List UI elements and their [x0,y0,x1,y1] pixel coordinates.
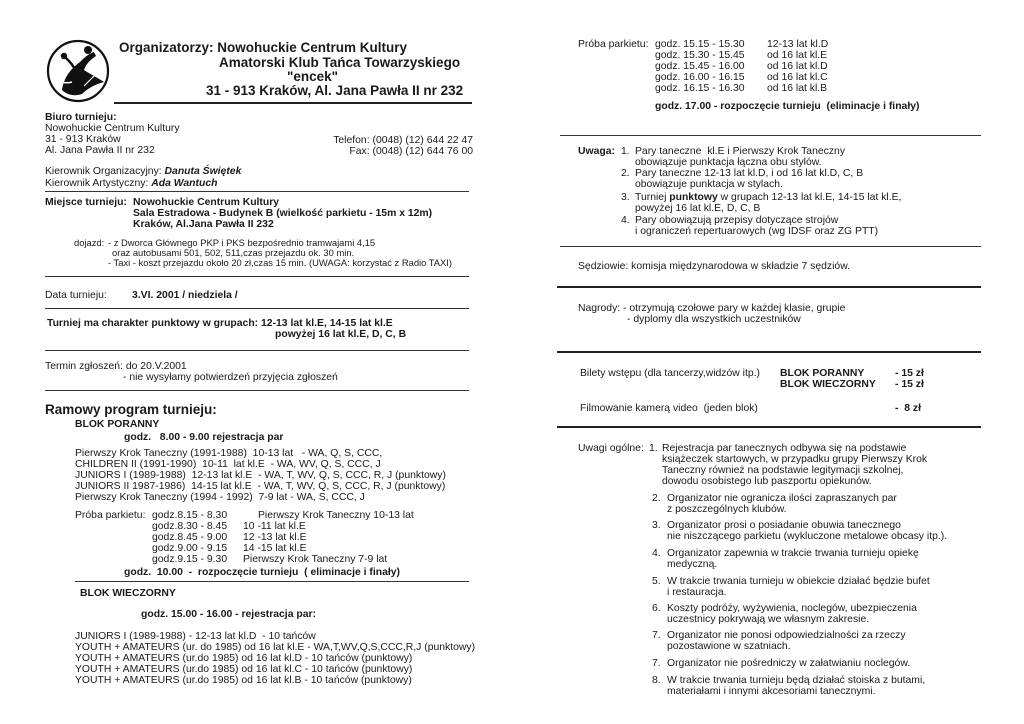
note-line: Pary obowiązują przepisy dotyczące strojów [635,215,839,226]
general-line: pozostawione w szatniach. [667,641,791,652]
general-line: Koszty podróży, wyżywienia, noclegów, ubezpieczenia [667,603,917,614]
morning-trial-time: godz.9.15 - 9.30 [152,554,228,565]
dancing-couple-logo [44,38,116,104]
organizers-line-3: "encek" [287,69,339,84]
note-line: obowiązuje punktacja w stylach. [635,179,783,190]
evening-group: YOUTH + AMATEURS (ur.do 1985) od 16 lat kl.D - 10 tańców (punktowy) [75,653,413,664]
org-manager-name: Danuta Świętek [164,166,242,177]
points-line-2: powyżej 16 lat kl.E, D, C, B [275,329,407,340]
evening-group: JUNIORS I (1989-1988) - 12-13 lat kl.D - 10 tańców [75,631,316,642]
deadline-line-2: - nie wysyłamy potwierdzeń przyjęcia zgłoszeń [123,372,338,383]
evening-trial-time: godz. 15.45 - 16.00 [655,61,745,72]
general-num: 1. [649,443,658,454]
general-line: książeczek startowych, w przypadku grupy Pierwszy Krok [662,454,928,465]
video-price: - 8 zł [895,403,921,414]
divider [45,390,469,391]
divider [557,351,981,353]
note-line: Pary taneczne 12-13 lat kl.D, i od 16 lat kl.D, C, B [635,168,864,179]
general-line: Organizator nie ogranicza ilości zapraszanych par [667,493,897,504]
office-line: Al. Jana Pawła II nr 232 [45,145,155,156]
general-line: nie niszczącego parkietu (wykluczone metalowe obcasy itp.). [667,531,948,542]
general-line: dowodu osobistego lub paszportu opiekunów. [662,476,872,487]
divider [45,276,469,277]
evening-trial-label: Próba parkietu: [578,39,649,50]
general-num: 8. [652,675,661,686]
venue-line-2: Sala Estradowa - Budynek B (wielkość parkietu - 15m x 12m) [133,208,433,219]
general-num: 6. [652,603,661,614]
general-num: 7. [652,658,661,669]
venue-label: Miejsce turnieju: [45,197,127,208]
divider [560,135,981,136]
general-line: W trakcie trwania turnieju będą działać stoiska z butami, [667,675,926,686]
note-num: 1. [621,146,630,157]
evening-registration: godz. 15.00 - 16.00 - rejestracja par: [141,609,316,620]
notes-label: Uwaga: [578,146,615,157]
date-value: 3.VI. 2001 / niedziela / [132,290,238,301]
morning-title: BLOK PORANNY [75,419,160,430]
organizers-line-4: 31 - 913 Kraków, Al. Jana Pawła II nr 232 [206,83,464,98]
general-num: 4. [652,548,661,559]
morning-trial-desc: 12 -13 lat kl.E [243,532,307,543]
morning-start: godz. 10.00 - rozpoczęcie turnieju ( eliminacje i finały) [124,567,400,578]
general-label: Uwagi ogólne: [578,443,644,454]
general-line: uczestnicy pokrywają we własnym zakresie. [667,614,870,625]
tickets-label: Bilety wstępu (dla tancerzy,widzów itp.) [580,368,760,379]
morning-group: Pierwszy Krok Taneczny (1994 - 1992) 7-9 lat - WA, S, CCC, J [75,492,365,503]
video-label: Filmowanie kamerą video (jeden blok) [580,403,758,414]
evening-group: YOUTH + AMATEURS (ur.do 1985) od 16 lat kl.B - 10 tańców (punktowy) [75,675,412,686]
dojazd-line-1: - z Dworca Głównego PKP i PKS bezpośrednio tramwajami 4,15 [108,237,376,248]
general-line: Rejestracja par tanecznych odbywa się na podstawie [662,443,907,454]
general-num: 3. [652,520,661,531]
evening-trial-time: godz. 16.15 - 16.30 [655,83,745,94]
note-bold-word: punktowy [669,192,718,203]
general-num: 5. [652,576,661,587]
divider [557,426,981,428]
morning-trial-time: godz.8.45 - 9.00 [152,532,228,543]
points-line-1: Turniej ma charakter punktowy w grupach: 12-13 lat kl.E, 14-15 lat kl.E [47,318,393,329]
morning-group: JUNIORS I (1989-1988) 12-13 lat kl.E - WA, T, WV, Q, S, CCC, R, J (punktowy) [75,470,446,481]
general-line: Organizator prosi o posiadanie obuwia tanecznego [667,520,901,531]
note-line: obowiązuje punktacja łączna obu stylów. [635,157,822,168]
evening-group: YOUTH + AMATEURS (ur.do 1985) od 16 lat kl.C - 10 tańców (punktowy) [75,664,413,675]
evening-trial-time: godz. 16.00 - 16.15 [655,72,745,83]
morning-group: Pierwszy Krok Taneczny (1991-1988) 10-13 lat - WA, Q, S, CCC, [75,448,383,459]
morning-group: JUNIORS II 1987-1986) 14-15 lat kl.E - WA, T, WV, Q, S, CCC, R, J (punktowy) [75,481,446,492]
morning-group: CHILDREN II (1991-1990) 10-11 lat kl.E - WA, WV, Q, S, CCC, J [75,459,381,470]
date-label: Data turnieju: [45,290,107,301]
office-line: 31 - 913 Kraków [45,134,121,145]
morning-trial-label: Próba parkietu: [75,510,146,521]
note-num: 3. [621,192,630,203]
general-line: i restauracja. [667,587,727,598]
venue-line-1: Nowohuckie Centrum Kultury [133,197,280,208]
note-num: 4. [621,215,630,226]
morning-trial-time: godz.8.30 - 8.45 [152,521,228,532]
art-manager: Kierownik Artystyczny: Ada Wantuch [45,178,218,189]
general-num: 7. [652,630,661,641]
general-line: Organizator zapewnia w trakcie trwania turnieju opiekę [667,548,919,559]
note-line: Turniej punktowy w grupach 12-13 lat kl.E, 14-15 lat kl.E, [635,192,902,203]
evening-trial-desc: od 16 lat kl.E [767,50,828,61]
divider [45,191,469,192]
divider [45,308,469,309]
evening-trial-time: godz. 15.15 - 15.30 [655,39,745,50]
tickets-morning: BLOK PORANNY [780,368,865,379]
office-fax: Fax: (0048) (12) 644 76 00 [349,146,473,157]
office-title: Biuro turnieju: [45,112,117,123]
divider [75,581,469,582]
general-line: Organizator nie pośredniczy w załatwianiu noclegów. [667,658,911,669]
judges: Sędziowie: komisja międzynarodowa w składzie 7 sędziów. [578,261,851,272]
morning-trial-desc: 14 -15 lat kl.E [243,543,307,554]
morning-trial-desc: Pierwszy Krok Taneczny 10-13 lat [258,510,414,521]
morning-trial-time: godz.8.15 - 8.30 [152,510,228,521]
tickets-evening-price: - 15 zł [895,379,924,390]
dojazd-line-3: - Taxi - koszt przejazdu około 20 zł,czas 15 min. (UWAGA: korzystać z Radio TAXI) [108,257,453,268]
venue-line-3: Kraków, Al.Jana Pawła II 232 [133,219,274,230]
evening-trial-time: godz. 15.30 - 15.45 [655,50,745,61]
art-manager-name: Ada Wantuch [151,178,218,189]
dojazd-label: dojazd: [74,237,105,248]
organizers-line-1: Organizatorzy: Nowohuckie Centrum Kultury [119,40,408,55]
program-title: Ramowy program turnieju: [45,402,217,417]
deadline-line-1: Termin zgłoszeń: do 20.V.2001 [45,361,187,372]
general-num: 2. [652,493,661,504]
general-line: W trakcie trwania turnieju w obiekcie działać będzie bufet [667,576,930,587]
organizers-line-2: Amatorski Klub Tańca Towarzyskiego [219,55,461,70]
evening-start: godz. 17.00 - rozpoczęcie turnieju (eliminacje i finały) [655,101,920,112]
morning-registration: godz. 8.00 - 9.00 rejestracja par [124,432,284,443]
office-phone: Telefon: (0048) (12) 644 22 47 [333,135,473,146]
note-line: Pary taneczne kl.E i Pierwszy Krok Taneczny [635,146,846,157]
general-line: materiałami i innymi akcesoriami tanecznymi. [667,686,876,697]
note-line: powyżej 16 lat kl.E, D, C, B [635,203,761,214]
general-line: Organizator nie ponosi odpowiedzialności za rzeczy [667,630,906,641]
morning-trial-desc: Pierwszy Krok Taneczny 7-9 lat [243,554,388,565]
morning-trial-time: godz.9.00 - 9.15 [152,543,228,554]
divider [560,246,981,247]
header-divider [114,102,472,104]
note-line: i ograniczeń repertuarowych (wg IDSF oraz ZG PTT) [635,226,879,237]
evening-trial-desc: od 16 lat kl.B [767,83,828,94]
note-num: 2. [621,168,630,179]
evening-trial-desc: od 16 lat kl.C [767,72,828,83]
evening-trial-desc: 12-13 lat kl.D [767,39,829,50]
evening-group: YOUTH + AMATEURS (ur. do 1985) od 16 lat kl.E - WA,T,WV,Q,S,CCC,R,J (punktowy) [75,642,476,653]
divider [557,286,981,288]
prizes-line-1: Nagrody: - otrzymują czołowe pary w każdej klasie, grupie [578,303,846,314]
evening-title: BLOK WIECZORNY [80,588,176,599]
org-manager: Kierownik Organizacyjny: Danuta Świętek [45,166,242,177]
divider [45,350,469,351]
general-line: z poszczególnych klubów. [667,504,787,515]
tickets-evening: BLOK WIECZORNY [780,379,876,390]
tickets-morning-price: - 15 zł [895,368,924,379]
general-line: medyczną. [667,559,718,570]
office-line: Nowohuckie Centrum Kultury [45,123,180,134]
morning-trial-desc: 10 -11 lat kl.E [243,521,306,532]
evening-trial-desc: od 16 lat kl.D [767,61,828,72]
general-line: Taneczny również na podstawie legitymacji szkolnej, [662,465,904,476]
dojazd-line-2: oraz autobusami 501, 502, 511,czas przejazdu ok. 30 min. [112,247,355,258]
prizes-line-2: - dyplomy dla wszystkich uczestników [627,314,801,325]
